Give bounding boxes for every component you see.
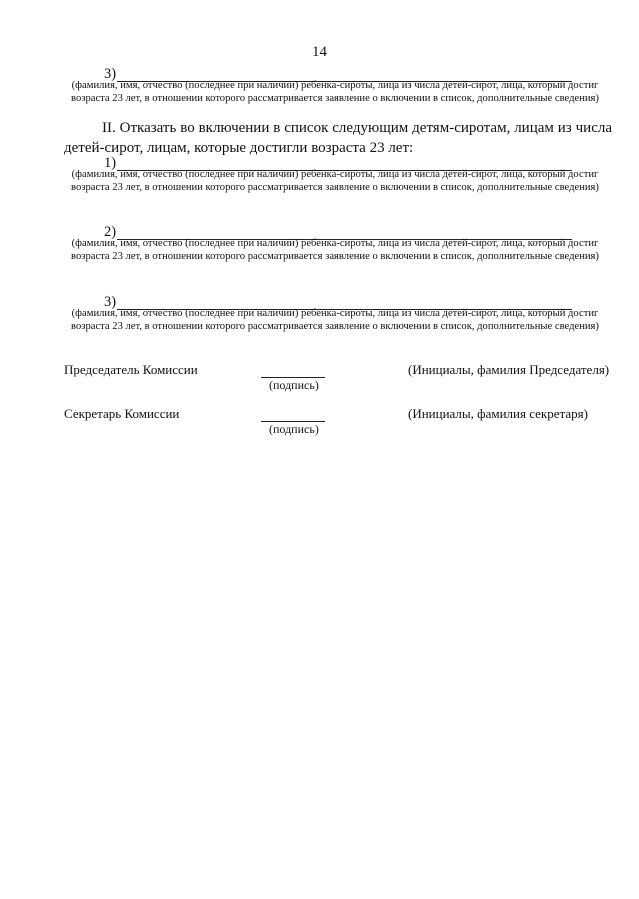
chairman-signature-block — [64, 362, 612, 402]
entry-number: 1) — [104, 155, 117, 171]
secretary-initials-caption: (Инициалы, фамилия секретаря) — [408, 406, 588, 421]
page-number: 14 — [312, 44, 327, 60]
section-ii-text: II. Отказать во включении в список следующим детям-сиротам, лицам из числа детей-сирот, лицам, которые достигли возраста 23 лет: — [64, 120, 612, 156]
secretary-signature-caption: (подпись) — [269, 422, 319, 436]
chairman-initials-caption: (Инициалы, фамилия Председателя) — [408, 362, 610, 377]
entry-caption: (фамилия, имя, отчество (последнее при наличии) ребенка-сироты, лица из числа детей-сирот, лица, который достиг возраста 23 лет, в отношении которого рассматривается заявление о включении в список, дополнительные сведения) — [71, 80, 599, 104]
secretary-role-label: Секретарь Комиссии — [64, 406, 180, 421]
chairman-signature-caption: (подпись) — [269, 378, 319, 392]
secretary-signature-block — [64, 406, 612, 446]
chairman-role-label: Председатель Комиссии — [64, 362, 198, 377]
entry-number: 3) — [104, 294, 117, 310]
entry-caption: (фамилия, имя, отчество (последнее при наличии) ребенка-сироты, лица из числа детей-сирот, лица, который достиг возраста 23 лет, в отношении которого рассматривается заявление о включении в список, дополнительные сведения) — [71, 308, 599, 332]
entry-caption: (фамилия, имя, отчество (последнее при наличии) ребенка-сироты, лица из числа детей-сирот, лица, который достиг возраста 23 лет, в отношении которого рассматривается заявление о включении в список, дополнительные сведения) — [71, 169, 599, 193]
entry-number: 3) — [104, 66, 117, 82]
entry-number: 2) — [104, 224, 117, 240]
entry-caption: (фамилия, имя, отчество (последнее при наличии) ребенка-сироты, лица из числа детей-сирот, лица, который достиг возраста 23 лет, в отношении которого рассматривается заявление о включении в список, дополнительные сведения) — [71, 238, 599, 262]
